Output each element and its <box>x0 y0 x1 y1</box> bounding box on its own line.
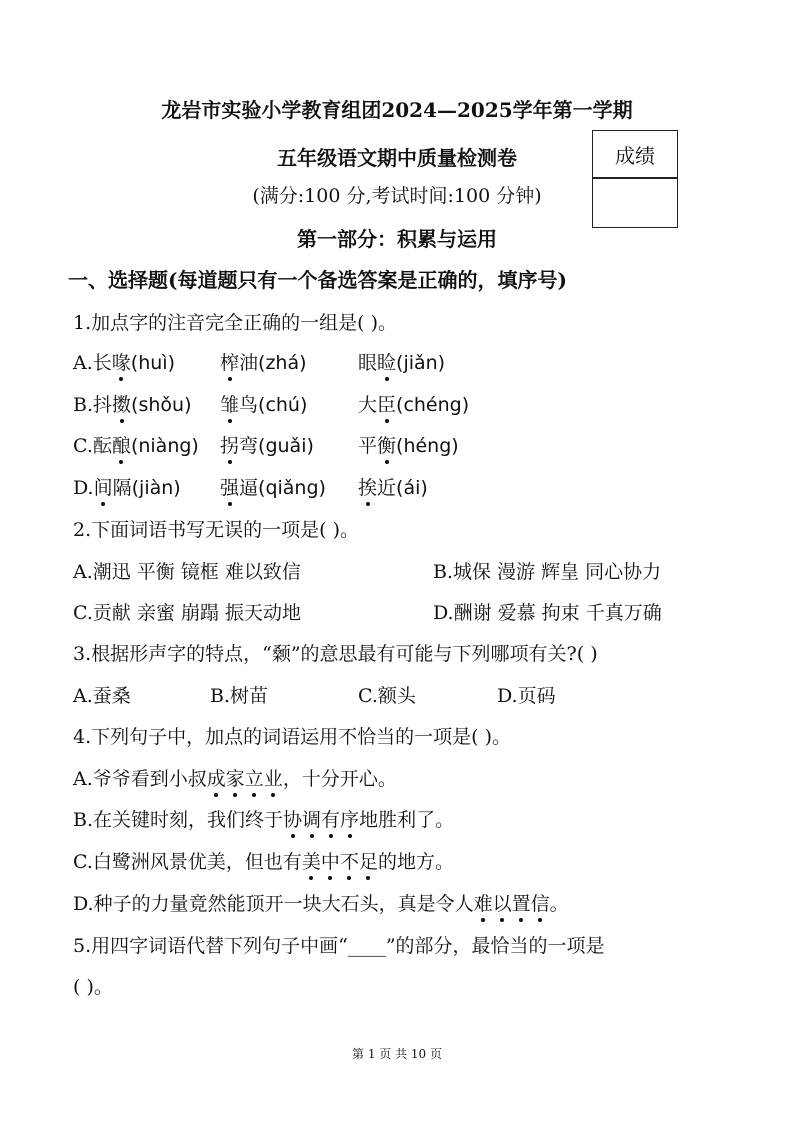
q1-option-b-word-1 <box>73 390 191 417</box>
emphasis-dot-char: 业 <box>264 764 283 791</box>
part-heading: 第一部分：积累与运用 <box>297 227 497 251</box>
emphasis-dot-char: 不 <box>340 847 359 874</box>
q3-stem: 3.根据形声字的特点，“颡”的意思最有可能与下列哪项有关?( ) <box>73 643 598 665</box>
q1-option-label: A. <box>73 352 93 374</box>
pinyin: (niàng) <box>130 435 199 457</box>
emphasis-dot-char: 以 <box>493 889 512 916</box>
emphasis-dot-char: 拐 <box>220 431 239 458</box>
emphasis-dot-char: 衡 <box>377 431 396 458</box>
q5-stem-cont: ( )。 <box>73 976 113 998</box>
section-heading: 一、选择题(每道题只有一个备选答案是正确的，填序号) <box>68 268 567 292</box>
emphasis-dot-char: 睑 <box>377 348 396 375</box>
q5-stem: 5.用四字词语代替下列句子中画“____”的部分，最恰当的一项是 <box>73 935 605 957</box>
emphasis-dot-char: 家 <box>226 764 245 791</box>
emphasized-word <box>302 851 378 873</box>
q1-option-label: C. <box>73 435 93 457</box>
pinyin: (chéng) <box>396 394 470 416</box>
q1-option-c-word-2 <box>220 431 314 458</box>
q4-option-a <box>73 764 397 791</box>
emphasis-dot-char: 擞 <box>112 390 131 417</box>
option-text: D.种子的力量竟然能顶开一块大石头，真是令人 <box>73 893 474 915</box>
q1-option-b-word-3 <box>358 390 469 417</box>
word-char: 平 <box>358 435 378 457</box>
q1-option-b-word-2 <box>220 390 307 417</box>
q1-option-c-word-1 <box>73 431 199 458</box>
score-blank-box[interactable] <box>592 178 678 228</box>
emphasized-word <box>474 893 550 915</box>
word-char: 酝 <box>92 435 112 457</box>
word-char: 抖 <box>93 394 113 416</box>
q3-option-a: A.蚕桑 <box>73 685 131 707</box>
score-label-box: 成绩 <box>592 130 678 178</box>
q4-option-c <box>73 847 454 874</box>
word-char: 近 <box>377 477 397 499</box>
option-text: 的地方。 <box>377 851 454 873</box>
q2-option-c: C.贡献 亲蜜 崩蹋 振天动地 <box>73 602 302 624</box>
word-char: 弯 <box>239 435 259 457</box>
pinyin: (guǎi) <box>258 435 314 457</box>
emphasized-word <box>283 809 359 831</box>
q1-option-d-word-3 <box>358 473 428 500</box>
pinyin: (héng) <box>396 435 459 457</box>
q2-stem: 2.下面词语书写无误的一项是( )。 <box>73 519 359 541</box>
emphasis-dot-char: 挨 <box>358 473 377 500</box>
q2-option-a: A.潮迅 平衡 镜框 难以致信 <box>73 561 301 583</box>
option-text: 地胜利了。 <box>359 809 455 831</box>
option-text: C.白鹭洲风景优美，但也有 <box>73 851 302 873</box>
pinyin: (shǒu) <box>131 394 192 416</box>
emphasis-dot-char: 协 <box>283 805 302 832</box>
word-char: 眼 <box>358 352 378 374</box>
emphasis-dot-char: 信 <box>531 889 550 916</box>
emphasis-dot-char: 足 <box>359 847 378 874</box>
exam-info: (满分:100 分,考试时间:100 分钟) <box>252 185 542 207</box>
q3-option-b: B.树苗 <box>210 685 269 707</box>
word-char: 大 <box>358 394 378 416</box>
emphasis-dot-char: 置 <box>512 889 531 916</box>
q3-option-d: D.页码 <box>497 685 556 707</box>
q1-option-a-word-2 <box>220 348 307 375</box>
emphasis-dot-char: 雏 <box>220 390 239 417</box>
exam-subtitle: 五年级语文期中质量检测卷 <box>277 146 517 170</box>
q4-option-d <box>73 889 569 916</box>
word-char: 油 <box>239 352 259 374</box>
q4-option-b <box>73 805 454 832</box>
option-text: ，十分开心。 <box>282 768 397 790</box>
pinyin: (zhá) <box>258 352 307 374</box>
emphasis-dot-char: 榨 <box>220 348 239 375</box>
word-char: 长 <box>92 352 112 374</box>
q1-option-d-word-2 <box>220 473 326 500</box>
q1-option-a-word-3 <box>358 348 445 375</box>
emphasis-dot-char: 美 <box>302 847 321 874</box>
q4-stem: 4.下列句子中，加点的词语运用不恰当的一项是( )。 <box>73 726 511 748</box>
emphasis-dot-char: 有 <box>321 805 340 832</box>
emphasis-dot-char: 序 <box>340 805 359 832</box>
exam-title: 龙岩市实验小学教育组团2024—2025学年第一学期 <box>161 98 633 122</box>
q1-option-d-word-1 <box>73 473 181 500</box>
pinyin: (qiǎng) <box>258 477 326 499</box>
emphasis-dot-char: 难 <box>474 889 493 916</box>
word-char: 鸟 <box>239 394 259 416</box>
option-text: 。 <box>549 893 569 915</box>
pinyin: (chú) <box>258 394 308 416</box>
pinyin: (jiǎn) <box>396 352 446 374</box>
option-text: B.在关键时刻，我们终于 <box>73 809 284 831</box>
q2-option-d: D.酬谢 爱慕 拘束 千真万确 <box>433 602 662 624</box>
emphasis-dot-char: 喙 <box>112 348 131 375</box>
emphasis-dot-char: 调 <box>302 805 321 832</box>
q2-option-b: B.城保 漫游 辉皇 同心协力 <box>433 561 662 583</box>
emphasis-dot-char: 成 <box>207 764 226 791</box>
pinyin: (huì) <box>130 352 175 374</box>
emphasis-dot-char: 间 <box>94 473 113 500</box>
q3-option-c: C.额头 <box>358 685 416 707</box>
emphasis-dot-char: 立 <box>245 764 264 791</box>
word-char: 隔 <box>112 477 132 499</box>
page-footer: 第 1 页 共 10 页 <box>352 1047 442 1061</box>
emphasis-dot-char: 酿 <box>112 431 131 458</box>
emphasis-dot-char: 中 <box>321 847 340 874</box>
emphasis-dot-char: 臣 <box>377 390 396 417</box>
q1-option-label: B. <box>73 394 94 416</box>
option-text: A.爷爷看到小叔 <box>73 768 207 790</box>
q1-option-c-word-3 <box>358 431 459 458</box>
q1-stem: 1.加点字的注音完全正确的一组是( )。 <box>73 312 397 334</box>
emphasized-word <box>207 768 283 790</box>
q1-option-a-word-1 <box>73 348 175 375</box>
word-char: 逼 <box>239 477 259 499</box>
emphasis-dot-char: 强 <box>220 473 239 500</box>
pinyin: (ái) <box>396 477 428 499</box>
pinyin: (jiàn) <box>131 477 181 499</box>
q1-option-label: D. <box>73 477 94 499</box>
